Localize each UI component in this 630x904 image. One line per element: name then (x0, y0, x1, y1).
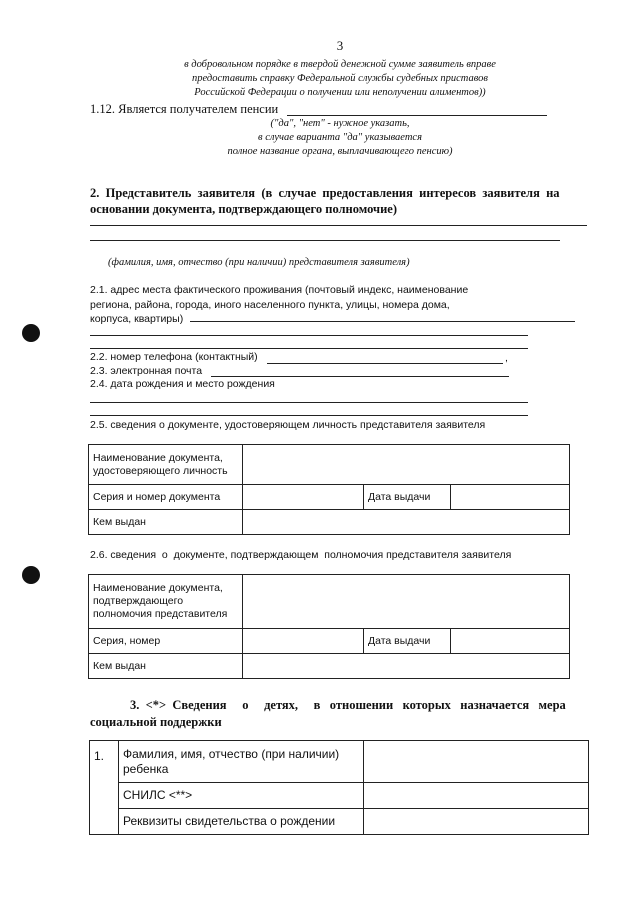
address-label-line: 2.1. адрес места фактического проживания (почтовый индекс, наименование (90, 284, 469, 296)
email-label: 2.3. электронная почта (90, 365, 203, 377)
auth-doc-name-cell[interactable] (243, 575, 570, 629)
intro-note-line: Российской Федерации о получении или неполучении алиментов)) (194, 87, 486, 98)
intro-note (130, 58, 550, 100)
id-doc-series-label: Серия и номер документа (89, 485, 243, 510)
auth-doc-table (88, 574, 570, 679)
id-doc-name-cell[interactable] (243, 445, 570, 485)
fio-caption: (фамилия, имя, отчество (при наличии) представителя заявителя) (108, 257, 410, 268)
child-snils-cell[interactable] (364, 783, 589, 809)
email-field[interactable] (211, 376, 509, 377)
birth-field[interactable] (90, 402, 528, 403)
auth-doc-issuer-label: Кем выдан (89, 654, 243, 679)
auth-doc-name-label: Наименование документа, подтверждающего полномочия представителя (89, 575, 243, 629)
intro-note-line: в добровольном порядке в твердой денежной сумме заявитель вправе (184, 59, 496, 70)
child-row-number: 1. (90, 741, 119, 835)
birth-label: 2.4. дата рождения и место рождения (90, 378, 275, 390)
id-doc-issuer-cell[interactable] (243, 510, 570, 535)
auth-doc-date-cell[interactable] (451, 629, 570, 654)
id-doc-label: 2.5. сведения о документе, удостоверяющем личность представителя заявителя (90, 419, 486, 431)
address-field[interactable] (90, 335, 528, 336)
id-doc-issuer-label: Кем выдан (89, 510, 243, 535)
id-doc-date-cell[interactable] (451, 485, 570, 510)
birth-field[interactable] (90, 415, 528, 416)
pension-note-line: ("да", "нет" - нужное указать, (270, 118, 410, 129)
child-snils-label: СНИЛС <**> (119, 783, 364, 809)
pension-note (200, 117, 480, 159)
child-fio-label: Фамилия, имя, отчество (при наличии) ребенка (119, 741, 364, 783)
address-field[interactable] (190, 321, 575, 322)
section3-heading-line: 3. <*> Сведения о детях, в отношении которых назначается мера (130, 698, 566, 712)
section2-heading-line: основании документа, подтверждающего полномочие) (90, 202, 398, 216)
representative-fio-line[interactable] (90, 225, 587, 226)
child-birth-cert-label: Реквизиты свидетельства о рождении (119, 809, 364, 835)
section2-heading (90, 185, 590, 217)
id-doc-table (88, 444, 570, 535)
id-doc-date-label: Дата выдачи (364, 485, 451, 510)
pension-field[interactable] (287, 115, 547, 116)
page-number: 3 (336, 38, 344, 53)
auth-doc-date-label: Дата выдачи (364, 629, 451, 654)
pension-label: 1.12. Является получателем пенсии (90, 102, 279, 116)
punch-hole (22, 324, 40, 342)
child-birth-cert-cell[interactable] (364, 809, 589, 835)
pension-note-line: в случае варианта "да" указывается (258, 132, 422, 143)
address-label-line: корпуса, квартиры) (90, 313, 184, 325)
representative-fio-line[interactable] (90, 240, 560, 241)
section3-heading-line: социальной поддержки (90, 715, 222, 729)
intro-note-line: предоставить справку Федеральной службы судебных приставов (192, 73, 488, 84)
children-table (89, 740, 589, 835)
address-label-line: региона, района, города, иного населенного пункта, улицы, номера дома, (90, 298, 450, 311)
phone-tail: , (505, 352, 508, 364)
address-field[interactable] (90, 348, 528, 349)
id-doc-name-label: Наименование документа, удостоверяющего личность (89, 445, 243, 485)
auth-doc-number-cell[interactable] (243, 629, 364, 654)
section3-heading (90, 697, 590, 731)
child-fio-cell[interactable] (364, 741, 589, 783)
auth-doc-label: 2.6. сведения о документе, подтверждающем полномочия представителя заявителя (90, 549, 512, 561)
auth-doc-number-label: Серия, номер (89, 629, 243, 654)
address-label (90, 283, 468, 327)
phone-field[interactable] (267, 363, 503, 364)
punch-hole (22, 566, 40, 584)
id-doc-series-cell[interactable] (243, 485, 364, 510)
pension-note-line: полное название органа, выплачивающего пенсию) (227, 146, 453, 157)
phone-label: 2.2. номер телефона (контактный) (90, 351, 258, 363)
section2-heading-line: 2. Представитель заявителя (в случае предоставления интересов заявителя на (90, 186, 560, 200)
auth-doc-issuer-cell[interactable] (243, 654, 570, 679)
